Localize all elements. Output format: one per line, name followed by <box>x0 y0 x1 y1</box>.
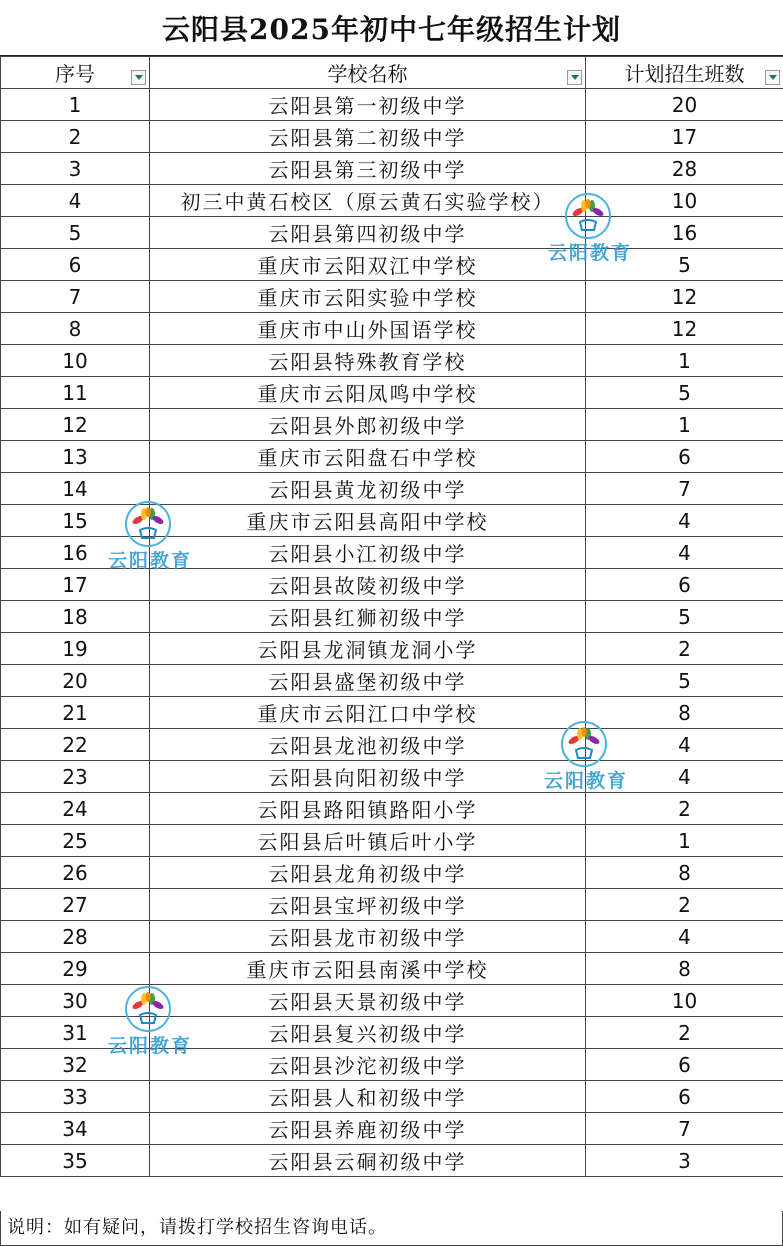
cell-number[interactable]: 1 <box>1 89 150 121</box>
cell-number[interactable]: 2 <box>1 121 150 153</box>
cell-number[interactable]: 29 <box>1 953 150 985</box>
cell-class-count[interactable]: 2 <box>586 1017 783 1049</box>
cell-class-count[interactable]: 12 <box>586 281 783 313</box>
cell-class-count[interactable]: 12 <box>586 313 783 345</box>
cell-number[interactable]: 27 <box>1 889 150 921</box>
cell-number[interactable]: 4 <box>1 185 150 217</box>
table-row <box>1 889 783 921</box>
cell-number[interactable]: 5 <box>1 217 150 249</box>
table-row <box>1 281 783 313</box>
cell-class-count[interactable]: 28 <box>586 153 783 185</box>
cell-school-name[interactable]: 云阳县黄龙初级中学 <box>150 473 586 505</box>
header-row <box>1 57 783 89</box>
cell-class-count[interactable]: 1 <box>586 825 783 857</box>
watermark <box>536 720 636 800</box>
table-row <box>1 185 783 217</box>
cell-number[interactable]: 7 <box>1 281 150 313</box>
cell-class-count[interactable]: 5 <box>586 665 783 697</box>
cell-class-count[interactable]: 8 <box>586 953 783 985</box>
watermark-text: 云阳教育 <box>107 1035 192 1057</box>
cell-number[interactable]: 22 <box>1 729 150 761</box>
cell-number[interactable]: 23 <box>1 761 150 793</box>
cell-school-name[interactable]: 云阳县特殊教育学校 <box>150 345 586 377</box>
watermark <box>100 985 200 1065</box>
cell-number[interactable]: 19 <box>1 633 150 665</box>
cell-number[interactable]: 13 <box>1 441 150 473</box>
cell-school-name[interactable]: 云阳县红狮初级中学 <box>150 601 586 633</box>
table-row <box>1 601 783 633</box>
cell-class-count[interactable]: 7 <box>586 1113 783 1145</box>
table-row <box>1 761 783 793</box>
cell-number[interactable]: 24 <box>1 793 150 825</box>
cell-class-count[interactable]: 7 <box>586 473 783 505</box>
column-header-classes <box>586 57 783 89</box>
watermark-text: 云阳教育 <box>547 242 632 264</box>
cell-number[interactable]: 20 <box>1 665 150 697</box>
cell-school-name[interactable]: 云阳县沙沱初级中学 <box>150 1049 586 1081</box>
table-row <box>1 1145 783 1177</box>
cell-class-count[interactable]: 2 <box>586 633 783 665</box>
yunyang-education-logo-icon <box>560 720 608 768</box>
cell-class-count[interactable]: 1 <box>586 409 783 441</box>
table-row <box>1 217 783 249</box>
cell-class-count[interactable]: 5 <box>586 601 783 633</box>
cell-class-count[interactable]: 1 <box>586 345 783 377</box>
cell-school-name[interactable]: 云阳县故陵初级中学 <box>150 569 586 601</box>
cell-class-count[interactable]: 6 <box>586 1049 783 1081</box>
table-row <box>1 921 783 953</box>
cell-class-count[interactable]: 10 <box>586 185 783 217</box>
table-row <box>1 441 783 473</box>
table-row <box>1 89 783 121</box>
cell-class-count[interactable]: 10 <box>586 985 783 1017</box>
table-row <box>1 857 783 889</box>
cell-number[interactable]: 34 <box>1 1113 150 1145</box>
table-row <box>1 121 783 153</box>
table-row <box>1 953 783 985</box>
cell-school-name[interactable]: 云阳县第三初级中学 <box>150 153 586 185</box>
cell-class-count[interactable]: 8 <box>586 857 783 889</box>
cell-class-count[interactable]: 20 <box>586 89 783 121</box>
cell-number[interactable]: 26 <box>1 857 150 889</box>
cell-number[interactable]: 17 <box>1 569 150 601</box>
table-row <box>1 665 783 697</box>
cell-school-name[interactable]: 重庆市云阳实验中学校 <box>150 281 586 313</box>
table-row <box>1 409 783 441</box>
cell-number[interactable]: 18 <box>1 601 150 633</box>
column-header-label: 序号 <box>55 62 95 86</box>
cell-number[interactable]: 8 <box>1 313 150 345</box>
filter-dropdown-icon[interactable] <box>567 70 582 85</box>
table-row <box>1 633 783 665</box>
footnote: 说明：如有疑问，请拨打学校招生咨询电话。 <box>0 1211 783 1246</box>
cell-school-name[interactable]: 云阳县盛堡初级中学 <box>150 665 586 697</box>
cell-school-name[interactable]: 云阳县龙池初级中学 <box>150 729 586 761</box>
cell-school-name[interactable]: 云阳县第四初级中学 <box>150 217 586 249</box>
column-header-label: 学校名称 <box>327 62 408 86</box>
table-row <box>1 345 783 377</box>
cell-number[interactable]: 33 <box>1 1081 150 1113</box>
cell-school-name[interactable]: 云阳县复兴初级中学 <box>150 1017 586 1049</box>
cell-class-count[interactable]: 5 <box>586 377 783 409</box>
yunyang-education-logo-icon <box>124 985 172 1033</box>
cell-number[interactable]: 35 <box>1 1145 150 1177</box>
cell-class-count[interactable]: 8 <box>586 697 783 729</box>
cell-number[interactable]: 21 <box>1 697 150 729</box>
cell-class-count[interactable]: 6 <box>586 1081 783 1113</box>
cell-school-name[interactable]: 云阳县第二初级中学 <box>150 121 586 153</box>
table-row <box>1 313 783 345</box>
cell-number[interactable]: 30 <box>1 985 150 1017</box>
cell-class-count[interactable]: 4 <box>586 921 783 953</box>
cell-number[interactable]: 11 <box>1 377 150 409</box>
cell-number[interactable]: 31 <box>1 1017 150 1049</box>
cell-school-name[interactable]: 云阳县云硐初级中学 <box>150 1145 586 1177</box>
cell-school-name[interactable]: 重庆市中山外国语学校 <box>150 313 586 345</box>
table-row <box>1 825 783 857</box>
cell-class-count[interactable]: 3 <box>586 1145 783 1177</box>
cell-school-name[interactable]: 云阳县龙市初级中学 <box>150 921 586 953</box>
cell-number[interactable]: 10 <box>1 345 150 377</box>
cell-class-count[interactable]: 16 <box>586 217 783 249</box>
cell-school-name[interactable]: 云阳县小江初级中学 <box>150 537 586 569</box>
filter-dropdown-icon[interactable] <box>131 70 146 85</box>
column-header-school <box>150 57 586 89</box>
cell-school-name[interactable]: 重庆市云阳江口中学校 <box>150 697 586 729</box>
cell-number[interactable]: 6 <box>1 249 150 281</box>
cell-school-name[interactable]: 重庆市云阳县高阳中学校 <box>150 505 586 537</box>
cell-class-count[interactable]: 17 <box>586 121 783 153</box>
table-row <box>1 377 783 409</box>
cell-school-name[interactable]: 云阳县外郎初级中学 <box>150 409 586 441</box>
cell-school-name[interactable]: 云阳县人和初级中学 <box>150 1081 586 1113</box>
cell-number[interactable]: 16 <box>1 537 150 569</box>
cell-class-count[interactable]: 2 <box>586 889 783 921</box>
watermark-text: 云阳教育 <box>543 770 628 792</box>
cell-class-count[interactable]: 5 <box>586 249 783 281</box>
yunyang-education-logo-icon <box>124 500 172 548</box>
cell-class-count[interactable]: 2 <box>586 793 783 825</box>
cell-school-name[interactable]: 重庆市云阳双江中学校 <box>150 249 586 281</box>
cell-number[interactable]: 25 <box>1 825 150 857</box>
watermark <box>540 192 640 272</box>
cell-school-name[interactable]: 重庆市云阳凤鸣中学校 <box>150 377 586 409</box>
cell-number[interactable]: 15 <box>1 505 150 537</box>
cell-school-name[interactable]: 云阳县天景初级中学 <box>150 985 586 1017</box>
column-header-label: 计划招生班数 <box>624 62 745 86</box>
table-row <box>1 249 783 281</box>
cell-school-name[interactable]: 云阳县后叶镇后叶小学 <box>150 825 586 857</box>
cell-school-name[interactable]: 重庆市云阳县南溪中学校 <box>150 953 586 985</box>
cell-class-count[interactable]: 6 <box>586 441 783 473</box>
cell-class-count[interactable]: 4 <box>586 505 783 537</box>
yunyang-education-logo-icon <box>564 192 612 240</box>
watermark <box>100 500 200 580</box>
table-row <box>1 697 783 729</box>
table-row <box>1 729 783 761</box>
cell-class-count[interactable]: 4 <box>586 761 783 793</box>
table-row <box>1 1081 783 1113</box>
table-row <box>1 153 783 185</box>
cell-school-name[interactable]: 云阳县向阳初级中学 <box>150 761 586 793</box>
cell-school-name[interactable]: 初三中黄石校区（原云黄石实验学校） <box>150 185 586 217</box>
cell-school-name[interactable]: 云阳县龙角初级中学 <box>150 857 586 889</box>
table-row <box>1 1113 783 1145</box>
cell-number[interactable]: 12 <box>1 409 150 441</box>
column-header-number <box>1 57 150 89</box>
table-row <box>1 793 783 825</box>
cell-number[interactable]: 14 <box>1 473 150 505</box>
cell-class-count[interactable]: 4 <box>586 729 783 761</box>
filter-dropdown-icon[interactable] <box>765 70 780 85</box>
watermark-text: 云阳教育 <box>107 550 192 572</box>
cell-number[interactable]: 3 <box>1 153 150 185</box>
cell-school-name[interactable]: 云阳县龙洞镇龙洞小学 <box>150 633 586 665</box>
cell-number[interactable]: 32 <box>1 1049 150 1081</box>
cell-number[interactable]: 28 <box>1 921 150 953</box>
cell-class-count[interactable]: 6 <box>586 569 783 601</box>
cell-class-count[interactable]: 4 <box>586 537 783 569</box>
cell-school-name[interactable]: 云阳县路阳镇路阳小学 <box>150 793 586 825</box>
cell-school-name[interactable]: 云阳县第一初级中学 <box>150 89 586 121</box>
cell-school-name[interactable]: 重庆市云阳盘石中学校 <box>150 441 586 473</box>
sheet-title: 云阳县2025年初中七年级招生计划 <box>0 0 783 56</box>
cell-school-name[interactable]: 云阳县养鹿初级中学 <box>150 1113 586 1145</box>
cell-school-name[interactable]: 云阳县宝坪初级中学 <box>150 889 586 921</box>
